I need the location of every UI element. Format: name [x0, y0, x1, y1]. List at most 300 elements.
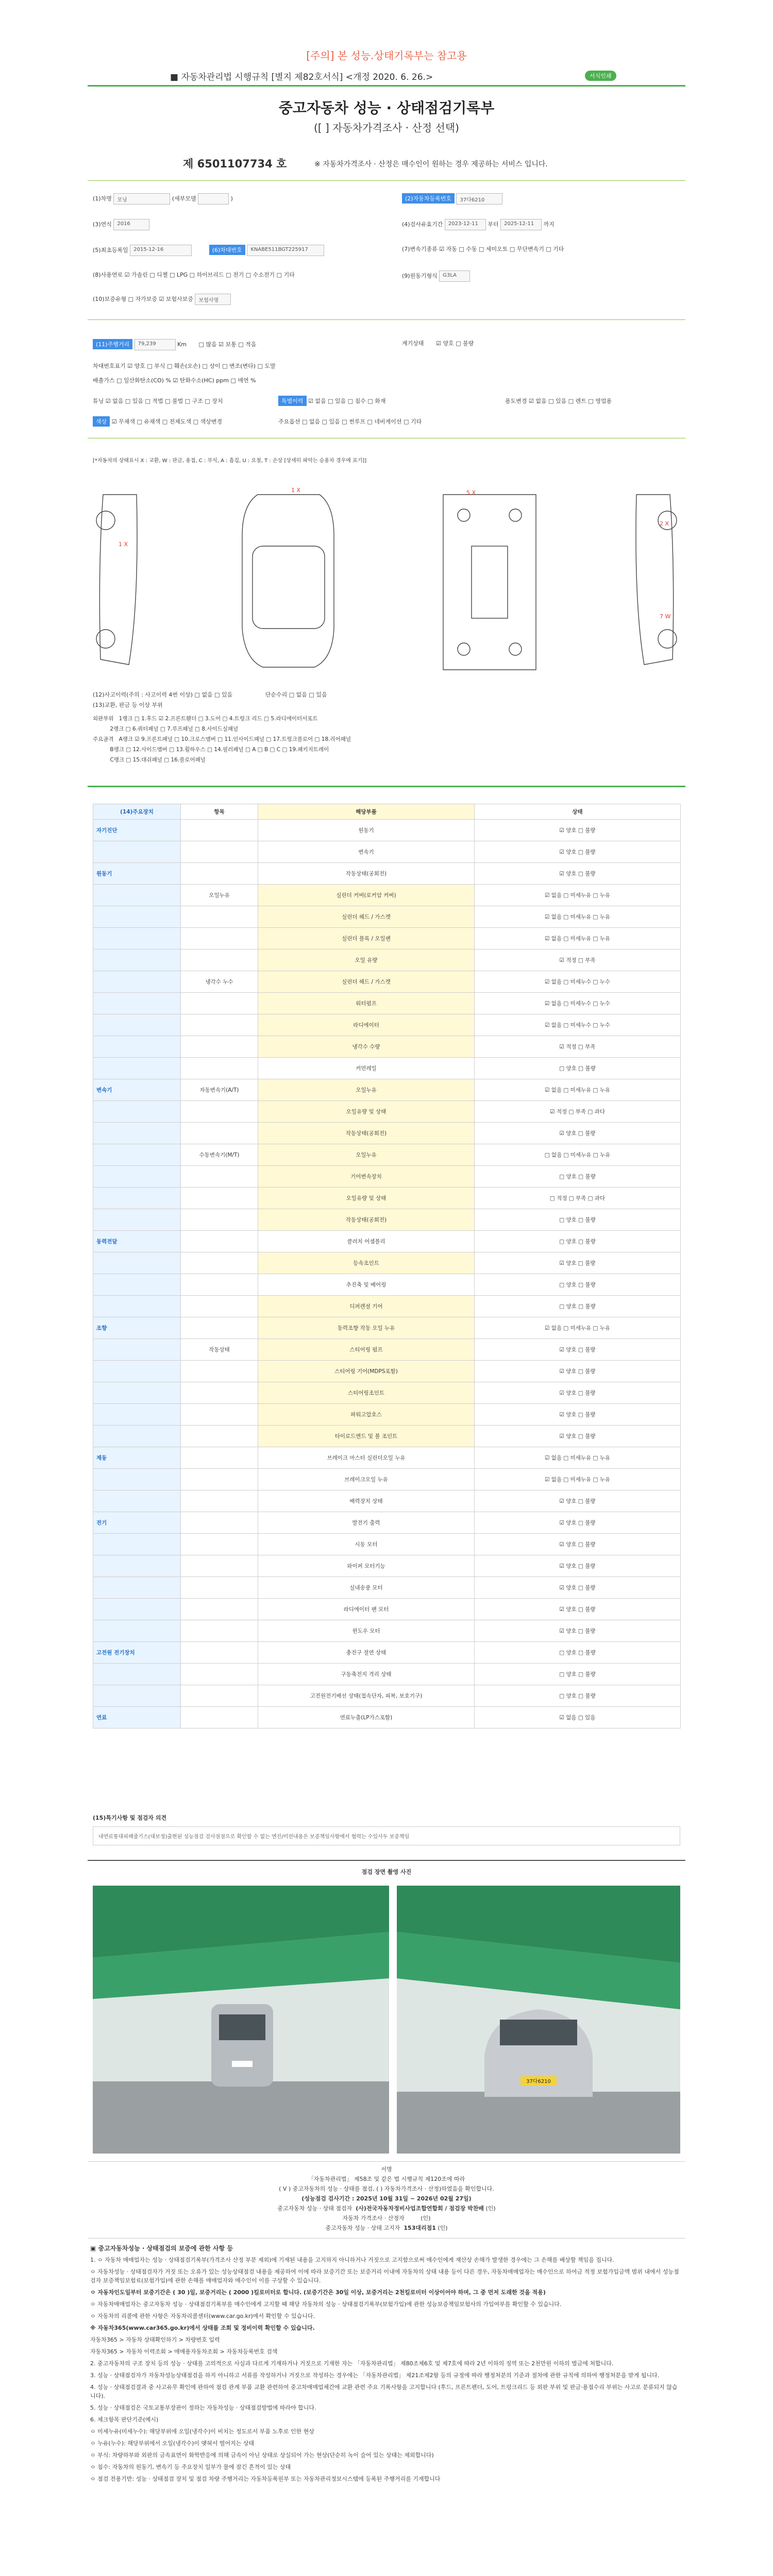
status-cell[interactable]: □ 양호 □ 불량 — [475, 1664, 681, 1685]
part-cell: 라디에이터 팬 모터 — [258, 1599, 475, 1620]
item-cell: 냉각수 누수 — [181, 971, 258, 993]
status-cell[interactable]: □ 적정 □ 부족 □ 과다 — [475, 1188, 681, 1209]
item-cell: 수동변속기(M/T) — [181, 1144, 258, 1166]
table-row — [93, 1404, 681, 1426]
table-row — [93, 971, 681, 993]
note-paragraph: 5. 성능 · 상태점검은 국토교통부장관이 정하는 자동차성능 · 상태점검방법에 따라야 합니다. — [90, 2404, 316, 2411]
item-cell — [181, 993, 258, 1014]
part-cell: 커먼레일 — [258, 1058, 475, 1079]
note-paragraph: ※ 자동차365(www.car365.go.kr)에서 상태를 조회 및 정비이력 확인할 수 있습니다. — [90, 2325, 315, 2331]
seal-mark: (인) — [438, 2225, 448, 2231]
damage-mark-w: 7 W — [660, 613, 671, 620]
device-group-cell — [93, 1274, 181, 1296]
status-cell[interactable]: ☑ 양호 □ 불량 — [475, 1382, 681, 1404]
status-cell[interactable]: ☑ 양호 □ 불량 — [475, 1599, 681, 1620]
item-cell — [181, 1447, 258, 1469]
item-cell — [181, 1123, 258, 1144]
device-group-cell — [93, 1123, 181, 1144]
device-group-cell: 원동기 — [93, 863, 181, 885]
table-row — [93, 1058, 681, 1079]
tuning-options[interactable]: 튜닝 ☑ 없음 □ 있음 □ 적법 □ 불법 □ 구조 □ 장치 — [93, 398, 223, 404]
status-cell[interactable]: □ 양호 □ 불량 — [475, 1642, 681, 1664]
part-cell: 실린더 커버(로커암 커버) — [258, 885, 475, 906]
device-group-cell: 제동 — [93, 1447, 181, 1469]
item-cell — [181, 1036, 258, 1058]
device-group-cell: 조향 — [93, 1317, 181, 1339]
part-cell: 충전구 절연 상태 — [258, 1642, 475, 1664]
car-damage-diagram — [88, 474, 685, 680]
device-group-cell: 전기 — [93, 1512, 181, 1534]
table-row — [93, 1620, 681, 1642]
item-cell — [181, 1426, 258, 1447]
table-row — [93, 1512, 681, 1534]
status-cell[interactable]: ☑ 양호 □ 불량 — [475, 1123, 681, 1144]
note-paragraph: ㅇ 자동차의 리콜에 관한 사항은 자동차리콜센터(www.car.go.kr)에서 확인할 수 있습니다. — [90, 2313, 315, 2319]
inspection-valid-label: (4)검사유효기간 — [402, 221, 443, 228]
device-group-cell — [93, 1620, 181, 1642]
valid-from-field[interactable]: 2023-12-11 — [445, 219, 486, 230]
item-cell — [181, 1404, 258, 1426]
item-cell — [181, 1382, 258, 1404]
item-cell — [181, 1577, 258, 1599]
table-row — [93, 1188, 681, 1209]
part-cell: 작동상태(공회전) — [258, 863, 475, 885]
status-cell[interactable]: ☑ 없음 □ 미세누수 □ 누수 — [475, 971, 681, 993]
item-cell — [181, 841, 258, 863]
item-cell — [181, 1512, 258, 1534]
status-cell[interactable]: ☑ 없음 □ 미세누유 □ 누유 — [475, 928, 681, 950]
table-row — [93, 1252, 681, 1274]
part-cell: 작동상태(공회전) — [258, 1209, 475, 1231]
damage-parts-label: (13)교환, 판금 등 이상 부위 — [93, 702, 163, 708]
item-cell — [181, 1707, 258, 1728]
status-cell[interactable]: ☑ 적정 □ 부족 — [475, 1036, 681, 1058]
vin-mark-options[interactable]: 차대번호표기 ☑ 양호 □ 부식 □ 훼손(오손) □ 상이 □ 변조(변타) □ 도말 — [93, 363, 276, 369]
status-cell[interactable]: □ 양호 □ 불량 — [475, 1296, 681, 1317]
status-cell[interactable]: ☑ 양호 □ 불량 — [475, 820, 681, 841]
item-cell — [181, 863, 258, 885]
part-cell: 구동축전지 격리 상태 — [258, 1664, 475, 1685]
note-paragraph: ㅇ 자동차매매업자는 중고자동차 성능 · 상태점검기록부를 매수인에게 고지할 때 해당 자동차의 성능 · 상태점검기록부(보험가입)에 관한 성능보증책임보험사의 가입여부를 확인할 수 있습니다. — [90, 2301, 562, 2308]
color-label: 색상 — [93, 416, 110, 427]
note-paragraph: ㅇ 누유(누수): 해당부위에서 오일(냉각수)이 맺혀서 떨어지는 상태 — [90, 2440, 255, 2447]
table-row — [93, 993, 681, 1014]
table-row — [93, 1490, 681, 1512]
part-cell: 오일유량 및 상태 — [258, 1188, 475, 1209]
engine-type-field[interactable]: G3LA — [439, 270, 470, 282]
vin-field[interactable]: KNABE511BGT225917 — [247, 245, 324, 256]
table-row — [93, 906, 681, 928]
table-row — [93, 841, 681, 863]
odometer-label: (11)주행거리 — [93, 339, 132, 349]
status-cell[interactable]: □ 양호 □ 불량 — [475, 1166, 681, 1188]
model-label: (세부모델 — [172, 195, 196, 202]
model-field[interactable] — [198, 193, 229, 205]
status-cell[interactable]: ☑ 양호 □ 불량 — [475, 1404, 681, 1426]
device-group-cell — [93, 841, 181, 863]
device-group-cell — [93, 1664, 181, 1685]
device-group-cell — [93, 1209, 181, 1231]
valid-from-text: 부터 — [488, 221, 499, 228]
accident-history-options[interactable]: □ 없음 □ 있음 — [194, 691, 233, 698]
reg-no-label: (2)자동차등록번호 — [402, 193, 455, 204]
status-cell[interactable]: ☑ 없음 □ 미세누유 □ 누유 — [475, 1469, 681, 1490]
inspection-period: (성능점검 검사기간 : 2025년 10월 31일 ~ 2026년 02월 27일) — [301, 2195, 472, 2202]
car-name-label: (1)차명 — [93, 195, 112, 202]
table-row — [93, 950, 681, 971]
table-header-cell: 항목 — [181, 804, 258, 820]
use-change-label: 용도변경 — [505, 398, 527, 404]
notice-text: [주의] 본 성능.상태기록부는 참고용 — [306, 49, 467, 62]
table-row — [93, 1469, 681, 1490]
table-header-cell: 해당부품 — [258, 804, 475, 820]
table-row — [93, 1317, 681, 1339]
part-cell: 오일누유 — [258, 1079, 475, 1101]
options-list[interactable]: 주요옵션 □ 없음 □ 있음 □ 썬루프 □ 네비게이션 □ 기타 — [278, 418, 422, 425]
gauge-state-label: 계기상태 — [402, 340, 424, 347]
item-cell — [181, 1274, 258, 1296]
item-cell: 오일누유 — [181, 885, 258, 906]
emission-options[interactable]: 배출가스 □ 일산화탄소(CO) % ☑ 탄화수소(HC) ppm □ 매연 % — [93, 377, 256, 384]
status-cell[interactable]: ☑ 양호 □ 불량 — [475, 1339, 681, 1361]
table-row — [93, 1707, 681, 1728]
item-cell — [181, 1642, 258, 1664]
device-group-cell — [93, 1296, 181, 1317]
status-cell[interactable]: ☑ 없음 □ 미세누유 □ 누유 — [475, 1317, 681, 1339]
item-cell — [181, 1014, 258, 1036]
status-cell[interactable]: ☑ 양호 □ 불량 — [475, 863, 681, 885]
table-row — [93, 1426, 681, 1447]
status-cell[interactable]: ☑ 없음 □ 미세누유 □ 누유 — [475, 1447, 681, 1469]
status-cell[interactable]: □ 양호 □ 불량 — [475, 1058, 681, 1079]
fuel-label: (8)사용연료 — [93, 272, 123, 278]
status-cell[interactable]: ☑ 없음 □ 미세누유 □ 누유 — [475, 1079, 681, 1101]
table-row — [93, 1685, 681, 1707]
device-group-cell: 동력전달 — [93, 1231, 181, 1252]
part-cell: 디퍼렌셜 기어 — [258, 1296, 475, 1317]
year-label: (3)연식 — [93, 221, 112, 228]
part-cell: 원동기 — [258, 820, 475, 841]
page-subtitle: ([ ] 자동차가격조사 · 산정 선택) — [314, 122, 459, 134]
part-cell: 연료누출(LP가스포함) — [258, 1707, 475, 1728]
print-form-button[interactable]: 서식인쇄 — [585, 71, 616, 81]
table-row — [93, 1361, 681, 1382]
device-group-cell — [93, 1534, 181, 1555]
device-group-cell — [93, 993, 181, 1014]
inspection-photo-front — [397, 1886, 680, 2154]
guarantee-options[interactable]: □ 자가보증 ☑ 보험사보증 — [128, 296, 193, 302]
damage-mark-x: 2 X — [660, 520, 669, 527]
item-cell: 작동상태 — [181, 1339, 258, 1361]
status-cell[interactable]: ☑ 없음 □ 미세누유 □ 누유 — [475, 885, 681, 906]
simple-repair-options[interactable]: □ 없음 □ 있음 — [289, 691, 327, 698]
year-field[interactable]: 2016 — [113, 219, 149, 230]
table-row — [93, 863, 681, 885]
inspection-photo-rear — [93, 1886, 389, 2154]
status-cell[interactable]: ☑ 없음 □ 있음 — [475, 1707, 681, 1728]
table-row — [93, 1534, 681, 1555]
damage-mark-x: 5 X — [466, 489, 476, 496]
device-group-cell: 연료 — [93, 1707, 181, 1728]
table-row — [93, 1166, 681, 1188]
status-cell[interactable]: ☑ 없음 □ 미세누유 □ 누유 — [475, 906, 681, 928]
table-row — [93, 820, 681, 841]
odometer-unit: Km — [177, 341, 187, 348]
part-cell: 오일누유 — [258, 1144, 475, 1166]
special-note-title: (15)특기사항 및 점검자 의견 — [93, 1815, 167, 1821]
main-device-table — [93, 804, 681, 1728]
device-group-cell — [93, 1339, 181, 1361]
item-cell — [181, 1620, 258, 1642]
item-cell — [181, 1188, 258, 1209]
table-row — [93, 1664, 681, 1685]
odometer-field[interactable]: 79,239 — [135, 339, 176, 350]
damage-mark-x: 1 X — [119, 541, 128, 548]
note-paragraph: ㅇ 자동차성능 · 상태점검자가 거짓 또는 오류가 있는 성능상태점검 내용을 제공하여 이에 따라 보증기간 또는 보증거리 이내에 자동차의 상태 내용 등이 다른 경우, 자동차매매업자는 매수인으로 하여금 적정 보험가입금액 범위 내에서 성능점검자 보증책임보험료(보험가입)에 관한 손해를 매매업자와 매수인이 이를 구상할 수 있습니다. — [90, 2268, 679, 2284]
part-cell: 실린더 헤드 / 가스켓 — [258, 906, 475, 928]
item-cell — [181, 1555, 258, 1577]
item-cell — [181, 1166, 258, 1188]
item-cell — [181, 1534, 258, 1555]
part-cell: 라디에이터 — [258, 1014, 475, 1036]
table-row — [93, 1144, 681, 1166]
device-group-cell — [93, 885, 181, 906]
status-cell[interactable]: □ 양호 □ 불량 — [475, 1685, 681, 1707]
item-cell: 자동변속기(A/T) — [181, 1079, 258, 1101]
status-cell[interactable]: ☑ 양호 □ 불량 — [475, 1490, 681, 1512]
table-row — [93, 1382, 681, 1404]
item-cell — [181, 1209, 258, 1231]
signature-line-1: 「자동차관리법」 제58조 및 같은 법 시행규칙 제120조에 따라 — [308, 2176, 465, 2182]
part-cell: 윈도우 모터 — [258, 1620, 475, 1642]
device-group-cell — [93, 1166, 181, 1188]
status-cell[interactable]: □ 양호 □ 불량 — [475, 1209, 681, 1231]
table-header-cell: (14)주요장치 — [93, 804, 181, 820]
simple-repair-label: 단순수리 — [265, 691, 288, 698]
device-group-cell — [93, 1555, 181, 1577]
status-cell[interactable]: ☑ 적정 □ 부족 □ 과다 — [475, 1101, 681, 1123]
status-cell[interactable]: ☑ 양호 □ 불량 — [475, 1512, 681, 1534]
note-paragraph: 4. 성능 · 상태점검결과 중 사고유무 확인에 관하여 점검 관계 부품 교환 관련하여 중고차매매업체간에 교환 관련 주요 기록사항을 고지합니다 (후드, 프론트펜더, 도어, 트렁크리드 등 외판 부위 및 판금·용접수리 부위는 사고로 분류되지 않습니다). — [90, 2384, 678, 2399]
transmission-options[interactable]: ☑ 자동 □ 수동 □ 세미오토 □ 무단변속기 □ 기타 — [439, 246, 564, 252]
item-cell — [181, 1058, 258, 1079]
damage-parts-grid[interactable]: 외판부위 1랭크 □ 1.후드 ☑ 2.프론트휀더 □ 3.도어 □ 4.트렁크 리드 □ 5.라디에이터서포트 2랭크 □ 6.쿼터패널 □ 7.루프패널 □ 8.사이드실패널 주요골격 A랭크 ☑ 9.프론트패널 □ 10.크로스멤버 □ 11.인사이드패널 □ 17.트렁크플로어 □ 18.리어패널 B랭크 □ 12.사이드멤버 □ 13.휠하우스 □ 14.필러패널 □ A □ B □ C □ 19.패키지트레이 C랭크 □ 15.대쉬패널 □ 16.플로어패널 — [93, 716, 351, 763]
special-note-box: 내연료통대피해줄기스(대보정)출현된 성능점검 검사점점으로 확인할 수 없는 엔진/미션내용은 보증책임사항에서 협력는 수있사두 보증책임 — [93, 1826, 680, 1845]
part-cell: 타이로드엔드 및 볼 조인트 — [258, 1426, 475, 1447]
part-cell: 작동상태(공회전) — [258, 1123, 475, 1144]
insurer-field[interactable]: 보험사명 — [195, 294, 231, 305]
reg-no-field[interactable]: 37다6210 — [456, 193, 502, 205]
status-cell[interactable]: ☑ 없음 □ 미세누수 □ 누수 — [475, 1014, 681, 1036]
fuel-options[interactable]: ☑ 가솔린 □ 디젤 □ LPG □ 하이브리드 □ 전기 □ 수소전기 □ 기타 — [124, 272, 295, 278]
table-row — [93, 1123, 681, 1144]
device-group-cell — [93, 1490, 181, 1512]
table-row — [93, 1274, 681, 1296]
status-cell[interactable]: ☑ 양호 □ 불량 — [475, 1426, 681, 1447]
table-row — [93, 1101, 681, 1123]
status-cell[interactable]: ☑ 양호 □ 불량 — [475, 1577, 681, 1599]
note-paragraph: 3. 성능 · 상태점검자가 자동차성능상태점검을 하지 아니하고 서류를 작성하거나 거짓으로 작성하는 경우에는 「자동차관리법」 제21조제2항 등의 규정에 따라 행정처분의 기준과 절차에 관한 규칙에 의하여 행정처분을 받게 됩니다. — [90, 2372, 660, 2379]
note-paragraph: 자동차365 > 자동차 이력조회 > 매매용자동차조회 > 자동차등록번호 검색 — [90, 2348, 278, 2355]
item-cell — [181, 1599, 258, 1620]
car-name-field[interactable]: 모닝 — [113, 193, 170, 205]
signature-block — [88, 2161, 685, 2239]
special-history-options[interactable]: ☑ 없음 □ 있음 □ 침수 □ 화재 — [308, 398, 386, 404]
item-cell — [181, 1469, 258, 1490]
device-group-cell — [93, 1577, 181, 1599]
engine-type-label: (9)원동기형식 — [402, 273, 438, 279]
use-change-options[interactable]: ☑ 없음 □ 있음 □ 렌트 □ 영업용 — [529, 398, 612, 404]
regulation-text: ■ 자동차관리법 시행규칙 [별지 제82호서식] <개정 2020. 6. 26.> — [170, 72, 433, 82]
status-cell[interactable]: ☑ 양호 □ 불량 — [475, 1252, 681, 1274]
transmission-label: (7)변속기종류 — [402, 246, 438, 252]
device-group-cell — [93, 1426, 181, 1447]
device-group-cell: 자기진단 — [93, 820, 181, 841]
gauge-state-options[interactable]: ☑ 양호 □ 불량 — [436, 340, 474, 347]
part-cell: 시동 모터 — [258, 1534, 475, 1555]
item-cell — [181, 1361, 258, 1382]
signature-head: 서명 — [381, 2166, 392, 2173]
table-row — [93, 1079, 681, 1101]
status-cell[interactable]: ☑ 양호 □ 불량 — [475, 1620, 681, 1642]
table-header-cell: 상태 — [475, 804, 681, 820]
item-cell — [181, 1664, 258, 1685]
note-paragraph: ㅇ 부식: 차량하부와 외판의 금속표면이 화학반응에 의해 금속이 아닌 상태로 상실되어 가는 현상(단순히 녹이 슬어 있는 상태는 제외합니다) — [90, 2452, 434, 2459]
first-reg-field[interactable]: 2015-12-16 — [130, 245, 192, 256]
device-group-cell — [93, 1101, 181, 1123]
part-cell: 스티어링 기어(MDPS포함) — [258, 1361, 475, 1382]
part-cell: 배력장치 상태 — [258, 1490, 475, 1512]
status-cell[interactable]: ☑ 양호 □ 불량 — [475, 841, 681, 863]
service-note: ※ 자동차가격조사 · 산정은 매수인이 원하는 경우 제공하는 서비스 입니다. — [314, 160, 548, 168]
accident-history-label: (12)사고이력(주의 : 사고이력 4번 이상) — [93, 691, 193, 698]
part-cell: 추진축 및 베어링 — [258, 1274, 475, 1296]
appraiser-label: 자동차 가격조사 · 산정자 — [342, 2215, 405, 2222]
photo-title: 점검 장면 촬영 사진 — [361, 1869, 412, 1875]
status-cell[interactable]: ☑ 없음 □ 미세누수 □ 누수 — [475, 993, 681, 1014]
device-group-cell — [93, 1599, 181, 1620]
part-cell: 오일유량 및 상태 — [258, 1101, 475, 1123]
inspector-name: (사)전국자동차정비사업조합연합회 / 점검장 박찬배 — [356, 2205, 484, 2212]
part-cell: 워터펌프 — [258, 993, 475, 1014]
notifier-label: 중고자동차 성능 · 상태 고지자 — [325, 2225, 400, 2231]
status-cell[interactable]: □ 양호 □ 불량 — [475, 1231, 681, 1252]
car-top-view-icon — [242, 495, 334, 667]
device-group-cell — [93, 950, 181, 971]
valid-to-text: 까지 — [543, 221, 554, 228]
status-cell[interactable]: ☑ 적정 □ 부족 — [475, 950, 681, 971]
status-cell[interactable]: ☑ 양호 □ 불량 — [475, 1534, 681, 1555]
part-cell: 변속기 — [258, 841, 475, 863]
plate-text: 37다6210 — [526, 2079, 551, 2084]
guarantee-label: (10)보증유형 — [93, 296, 127, 302]
device-group-cell — [93, 1014, 181, 1036]
mileage-options[interactable]: □ 많음 ☑ 보통 □ 적음 — [198, 341, 257, 348]
device-group-cell — [93, 1404, 181, 1426]
diagram-legend: [*자동차의 상태표시 X : 교환, W : 판금, 용접, C : 부식, A : 흠집, U : 요철, T : 손상 [상세히 파악는 승용차 경우에 표기]] — [93, 458, 367, 464]
device-group-cell — [93, 906, 181, 928]
table-row — [93, 1577, 681, 1599]
device-group-cell — [93, 1469, 181, 1490]
device-group-cell — [93, 971, 181, 993]
item-cell — [181, 1101, 258, 1123]
damage-mark-x: 1 X — [291, 487, 301, 494]
table-row — [93, 1447, 681, 1469]
status-cell[interactable]: □ 양호 □ 불량 — [475, 1274, 681, 1296]
item-cell — [181, 1296, 258, 1317]
device-group-cell — [93, 1252, 181, 1274]
table-row — [93, 1231, 681, 1252]
table-row — [93, 885, 681, 906]
device-group-cell — [93, 1188, 181, 1209]
device-group-cell: 고전원 전기장치 — [93, 1642, 181, 1664]
device-group-cell — [93, 928, 181, 950]
part-cell: 스티어링조인트 — [258, 1382, 475, 1404]
first-reg-label: (5)최초등록일 — [93, 247, 128, 253]
item-cell — [181, 1252, 258, 1274]
item-cell — [181, 820, 258, 841]
color-options[interactable]: ☑ 무채색 □ 유채색 □ 전체도색 □ 색상변경 — [111, 418, 223, 425]
table-row — [93, 1296, 681, 1317]
device-group-cell — [93, 1058, 181, 1079]
device-group-cell: 변속기 — [93, 1079, 181, 1101]
part-cell: 스티어링 펌프 — [258, 1339, 475, 1361]
device-group-cell — [93, 1036, 181, 1058]
warranty-notes — [90, 2244, 683, 2486]
status-cell[interactable]: □ 없음 □ 미세누유 □ 누유 — [475, 1144, 681, 1166]
valid-to-field[interactable]: 2025-12-11 — [500, 219, 542, 230]
part-cell: 냉각수 수량 — [258, 1036, 475, 1058]
table-row — [93, 1642, 681, 1664]
item-cell — [181, 950, 258, 971]
device-group-cell — [93, 1144, 181, 1166]
item-cell — [181, 1317, 258, 1339]
vin-label: (6)차대번호 — [209, 245, 245, 255]
part-cell: 실린더 블록 / 오일팬 — [258, 928, 475, 950]
notifier-name: 153대리점1 — [404, 2225, 436, 2231]
part-cell: 브레이크오일 누유 — [258, 1469, 475, 1490]
square-bullet-icon: ■ — [170, 72, 181, 82]
seal-mark: (인) — [421, 2215, 431, 2222]
car-left-side-icon — [99, 495, 137, 665]
device-group-cell — [93, 1685, 181, 1707]
device-group-cell — [93, 1361, 181, 1382]
part-cell: 고전원전기배선 상태(접속단자, 피복, 보호기구) — [258, 1685, 475, 1707]
part-cell: 실린더 헤드 / 가스켓 — [258, 971, 475, 993]
part-cell: 동력조향 작동 오일 누유 — [258, 1317, 475, 1339]
inspector-label: 중고자동차 성능 · 상태 점검자 — [277, 2205, 352, 2212]
note-paragraph: 1. ㅇ 자동차 매매업자는 성능 · 상태점검기록부(가격조사 산정 부분 제외)에 기재된 내용을 고지하지 아니하거나 거짓으로 고지함으로써 매수인에게 재산상 손해가 발생한 경우에는 그 손해를 배상할 책임을 집니다. — [90, 2257, 614, 2263]
part-cell: 브레이크 마스터 실린더오일 누유 — [258, 1447, 475, 1469]
record-number: 제 6501107734 호 — [183, 158, 287, 170]
item-cell — [181, 906, 258, 928]
table-row — [93, 1014, 681, 1036]
status-cell[interactable]: ☑ 양호 □ 불량 — [475, 1555, 681, 1577]
part-cell: 실내송풍 모터 — [258, 1577, 475, 1599]
note-paragraph: ㅇ 점검 전용기반: 성능 · 상태점검 장치 및 점검 차량 주행거리는 자동차등록원부 또는 자동차관리정보시스템에 등록된 주행거리를 기재합니다 — [90, 2476, 441, 2482]
part-cell: 클러치 어셈블리 — [258, 1231, 475, 1252]
seal-mark: (인) — [485, 2205, 496, 2212]
page-title: 중고자동차 성능 · 상태점검기록부 — [278, 99, 495, 116]
status-cell[interactable]: ☑ 양호 □ 불량 — [475, 1361, 681, 1382]
note-paragraph: ㅇ 자동차인도일부터 보증기간은 ( 30 )일, 보증거리는 ( 2000 )킬로미터로 합니다. (보증기간은 30일 이상, 보증거리는 2천킬로미터 이상이어야 하며, 그 중 먼저 도래한 것을 적용) — [90, 2289, 546, 2296]
note-paragraph: 6. 체크항목 판단기준(예시) — [90, 2416, 159, 2423]
note-paragraph: ㅇ 침수: 자동차의 원동기, 변속기 등 주요장치 일부가 물에 잠긴 흔적이 있는 상태 — [90, 2464, 291, 2470]
table-row — [93, 1599, 681, 1620]
item-cell — [181, 1685, 258, 1707]
table-row — [93, 1036, 681, 1058]
car-chassis-icon — [443, 495, 536, 670]
